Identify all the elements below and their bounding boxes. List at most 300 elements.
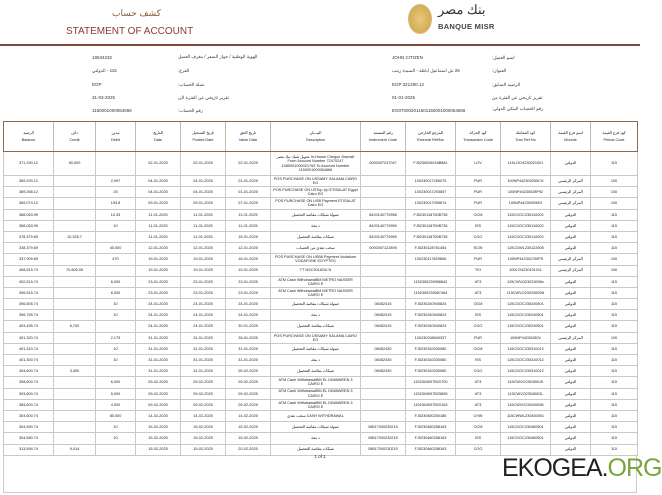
cell-debit: 10 xyxy=(96,422,136,433)
cell-credit xyxy=(54,377,96,388)
cell-external-ref: FJ5230310030080 xyxy=(406,343,456,354)
cell-debit: 25 xyxy=(96,187,136,198)
cell-module: الدولتي xyxy=(551,433,591,444)
cell-credit xyxy=(54,422,96,433)
cell-tran-ref: 115CGOC230310012 xyxy=(501,355,551,366)
column-header-period-code xyxy=(591,122,638,152)
cell-module: الدولتي xyxy=(551,243,591,254)
column-header-arabic: كود المعاملة xyxy=(515,130,536,135)
cell-transaction-code: CHW xyxy=(456,410,501,421)
cell-description: عمولة شيكات مقاصة التحصيل xyxy=(271,422,361,433)
cell-balance: 402,515.74 xyxy=(4,276,54,287)
cell-transaction-code: SCW xyxy=(456,243,501,254)
cell-date: 31-01-2025 xyxy=(136,343,181,354)
cell-description: ATM Cash WithdrawalBM EL DIWAWEEN 3 CAIRO E xyxy=(271,377,361,388)
cell-transaction-code: OCM xyxy=(456,209,501,220)
cell-posted-date: 31-01-2025 xyxy=(181,332,226,343)
cell-instrument-code xyxy=(361,377,406,388)
cell-period-code: 115 xyxy=(591,355,638,366)
cell-instrument-code xyxy=(361,287,406,298)
cell-tran-ref: 100NP44230028P92 xyxy=(501,187,551,198)
cell-balance: 408,515.74 xyxy=(4,265,54,276)
cell-transaction-code: AT3 xyxy=(456,276,501,287)
cell-external-ref: FJ5230450250185 xyxy=(406,410,456,421)
customer-name-label: اسم العميل: xyxy=(492,55,515,60)
cell-posted-date: 11-01-2025 xyxy=(181,231,226,242)
cell-description: ATM Cash WithdrawalBM EL DIWAWEEN 3 CAIRO E xyxy=(271,388,361,399)
cell-transaction-code: AT3 xyxy=(456,388,501,399)
table-row xyxy=(4,254,638,265)
cell-tran-ref: 115CGOC230240501 xyxy=(501,299,551,310)
table-row xyxy=(4,209,638,220)
cell-credit xyxy=(54,410,96,421)
cell-period-code: 100 xyxy=(591,332,638,343)
cell-period-code: 115 xyxy=(591,377,638,388)
cell-debit: 10 xyxy=(96,220,136,231)
cell-date: 24-01-2025 xyxy=(136,299,181,310)
cell-credit xyxy=(54,310,96,321)
cell-transaction-code: AT3 xyxy=(456,399,501,410)
cell-module: المركز الرئيسي xyxy=(551,254,591,265)
cell-external-ref: FJ5230118750B735 xyxy=(406,220,456,231)
cell-date: 31-01-2025 xyxy=(136,366,181,377)
cell-credit xyxy=(54,209,96,220)
cell-credit: 50,000 xyxy=(54,152,96,176)
account-number: 1150001000064666 xyxy=(92,108,132,113)
cell-value-date: 15-02-2025 xyxy=(226,433,271,444)
cell-transaction-code: PUR xyxy=(456,254,501,265)
column-header-arabic: تاريخ التسجيل xyxy=(192,130,214,135)
cell-date: 09-02-2025 xyxy=(136,377,181,388)
bank-name-arabic: بنك مصر xyxy=(438,2,486,17)
cell-tran-ref: 115CGOC230310012 xyxy=(501,343,551,354)
cell-tran-ref: 115CGOC230240501 xyxy=(501,321,551,332)
cell-posted-date: 11-01-2025 xyxy=(181,209,226,220)
table-body xyxy=(4,152,638,456)
cell-transaction-code: ISS xyxy=(456,433,501,444)
cell-balance: 368,053.99 xyxy=(4,220,54,231)
cell-balance: 396,515.74 xyxy=(4,287,54,298)
cell-balance: 384,600.74 xyxy=(4,399,54,410)
cell-period-code: 115 xyxy=(591,410,638,421)
cell-external-ref: 100230208840337 xyxy=(406,332,456,343)
cell-posted-date: 15-02-2025 xyxy=(181,422,226,433)
cell-description: ATM Cash WithdrawalBM METRO NASSER CAIRO E xyxy=(271,287,361,298)
cell-debit xyxy=(96,366,136,377)
cell-module: الدولتي xyxy=(551,287,591,298)
header-divider xyxy=(0,44,640,46)
column-header-english: Value Date xyxy=(238,137,258,142)
cell-credit xyxy=(54,433,96,444)
cell-module: الدولتي xyxy=(551,366,591,377)
cell-credit xyxy=(54,299,96,310)
cell-posted-date: 24-01-2025 xyxy=(181,299,226,310)
cell-debit: 10 xyxy=(96,343,136,354)
cell-balance: 313,594.74 xyxy=(4,444,54,455)
table-row xyxy=(4,377,638,388)
cell-value-date: 09-02-2025 xyxy=(226,399,271,410)
cell-instrument-code xyxy=(361,332,406,343)
cell-transaction-code: LOV xyxy=(456,152,501,176)
cell-balance: 369,268.12 xyxy=(4,187,54,198)
cell-date: 14-02-2025 xyxy=(136,410,181,421)
iban-label: رقم الحساب البنكي الدولي: xyxy=(492,106,544,111)
column-header-arabic: البيـــان xyxy=(309,130,322,135)
table-row xyxy=(4,343,638,354)
cell-instrument-code: 08452430 xyxy=(361,366,406,377)
cell-external-ref: FJ5230240940824 xyxy=(406,321,456,332)
cell-debit: 6,000 xyxy=(96,287,136,298)
cell-value-date: 01-01-2025 xyxy=(226,176,271,187)
cell-debit xyxy=(96,231,136,242)
cell-value-date: 09-02-2025 xyxy=(226,377,271,388)
column-header-date xyxy=(136,122,181,152)
cell-transaction-code: CGO xyxy=(456,366,501,377)
customer-id: 18634232 xyxy=(92,55,113,60)
cell-value-date: 16-01-2025 xyxy=(226,231,271,242)
cell-period-code: 115 xyxy=(591,444,638,455)
cell-date: 24-01-2025 xyxy=(136,321,181,332)
cell-posted-date: 23-01-2025 xyxy=(181,287,226,298)
cell-credit xyxy=(54,388,96,399)
cell-credit xyxy=(54,254,96,265)
column-header-english: Transaction Code xyxy=(463,137,493,142)
cell-value-date: 30-01-2025 xyxy=(226,321,271,332)
cell-description: TT NSC301ASU N xyxy=(271,265,361,276)
cell-posted-date: 24-01-2025 xyxy=(181,310,226,321)
cell-credit xyxy=(54,198,96,209)
cell-module: المركز الرئيسي xyxy=(551,198,591,209)
cell-external-ref: 1152304097B25805 xyxy=(406,388,456,399)
cell-credit xyxy=(54,343,96,354)
cell-credit: 3,300 xyxy=(54,366,96,377)
column-header-arabic: المرجع الخارجي xyxy=(417,130,444,135)
cell-value-date: 24-01-2025 xyxy=(226,299,271,310)
cell-instrument-code xyxy=(361,265,406,276)
cell-balance: 368,063.99 xyxy=(4,209,54,220)
watermark xyxy=(502,454,662,483)
cell-transaction-code: TIO xyxy=(456,265,501,276)
cell-instrument-code xyxy=(361,388,406,399)
table-row xyxy=(4,388,638,399)
cell-module: الدولتي xyxy=(551,410,591,421)
cell-value-date: 01-01-2025 xyxy=(226,187,271,198)
cell-description: عمولة شيكات مقاصة التحصيل xyxy=(271,343,361,354)
cell-date: 19-01-2025 xyxy=(136,254,181,265)
bank-logo xyxy=(408,0,508,42)
cell-instrument-code: 08517000230215 xyxy=(361,422,406,433)
cell-value-date: 16-01-2025 xyxy=(226,254,271,265)
cell-description: د مغة xyxy=(271,310,361,321)
column-header-external-ref xyxy=(406,122,456,152)
cell-module: المركز الرئيسي xyxy=(551,332,591,343)
cell-value-date: 14-02-2025 xyxy=(226,410,271,421)
cell-date: 31-01-2025 xyxy=(136,332,181,343)
cell-period-code: 115 xyxy=(591,388,638,399)
column-header-arabic: تاريخ الحق xyxy=(239,130,257,135)
previous-balance: EGP 321290.12 xyxy=(392,82,424,87)
cell-period-code: 115 xyxy=(591,366,638,377)
table-row xyxy=(4,310,638,321)
cell-credit xyxy=(54,332,96,343)
cell-module: الدولتي xyxy=(551,152,591,176)
cell-description: د مغة xyxy=(271,355,361,366)
cell-description: عمولة شيكات مقاصة التحصيل xyxy=(271,299,361,310)
cell-module: الدولتي xyxy=(551,444,591,455)
cell-posted-date: 11-01-2025 xyxy=(181,220,226,231)
cell-transaction-code: ISS xyxy=(456,310,501,321)
cell-tran-ref: 115CGOC230240501 xyxy=(501,310,551,321)
cell-period-code: 100 xyxy=(591,254,638,265)
table-row xyxy=(4,366,638,377)
cell-transaction-code: OCM xyxy=(456,343,501,354)
cell-posted-date: 19-01-2025 xyxy=(181,265,226,276)
cell-debit: 10 xyxy=(96,299,136,310)
cell-credit: 9,014 xyxy=(54,444,96,455)
column-header-arabic: التاريخ xyxy=(153,130,163,135)
cell-balance: 378,379.69 xyxy=(4,231,54,242)
cell-tran-ref: 115CGOC230110002 xyxy=(501,220,551,231)
cell-debit: 10 xyxy=(96,433,136,444)
cell-period-code: 115 xyxy=(591,287,638,298)
cell-external-ref: 100230017265075 xyxy=(406,176,456,187)
currency: EGP xyxy=(92,82,102,87)
cell-description: شيكات مقاصة التحصيل xyxy=(271,321,361,332)
cell-credit: 10,325.7 xyxy=(54,231,96,242)
cell-balance: 401,300.74 xyxy=(4,355,54,366)
cell-date: 09-01-2025 xyxy=(136,198,181,209)
column-header-posted-date xyxy=(181,122,226,152)
column-header-arabic: اسم فرع القيمة xyxy=(558,130,583,135)
column-header-english: Module xyxy=(564,137,577,142)
cell-value-date: 24-01-2025 xyxy=(226,310,271,321)
cell-module: الدولتي xyxy=(551,377,591,388)
cell-value-date: 20-02-2025 xyxy=(226,444,271,455)
cell-value-date: 11-01-2025 xyxy=(226,220,271,231)
cell-date: 04-01-2025 xyxy=(136,187,181,198)
cell-description: CASH WITHDRAWAL سحب نقدي xyxy=(271,410,361,421)
cell-value-date: 09-02-2025 xyxy=(226,388,271,399)
cell-tran-ref: 100NP44230280V xyxy=(501,332,551,343)
cell-instrument-code: 8420140770959 xyxy=(361,231,406,242)
cell-posted-date: 09-02-2025 xyxy=(181,377,226,388)
cell-credit: 70,606.05 xyxy=(54,265,96,276)
period-to-label: تقرير تاريخي عن الفترة الى xyxy=(178,95,230,100)
cell-tran-ref: 115CGWL230122505 xyxy=(501,243,551,254)
cell-date: 23-01-2025 xyxy=(136,276,181,287)
cell-value-date: 12-01-2025 xyxy=(226,243,271,254)
cell-debit: 2,997 xyxy=(96,176,136,187)
cell-period-code: 100 xyxy=(591,176,638,187)
cell-instrument-code: 08452430 xyxy=(361,343,406,354)
cell-date: 31-01-2025 xyxy=(136,355,181,366)
cell-credit: 6,700 xyxy=(54,321,96,332)
transactions-table xyxy=(3,121,637,456)
column-header-english: Description xyxy=(306,137,325,142)
cell-debit: 5,000 xyxy=(96,388,136,399)
cell-module: الدولتي xyxy=(551,388,591,399)
cell-debit xyxy=(96,321,136,332)
cell-date: 11-01-2025 xyxy=(136,231,181,242)
cell-tran-ref: 115CWVO23023009N xyxy=(501,287,551,298)
title-english: STATEMENT OF ACCOUNT xyxy=(66,26,194,37)
cell-transaction-code: ISS xyxy=(456,220,501,231)
watermark-suffix: ORG xyxy=(607,454,662,482)
table-row xyxy=(4,276,638,287)
cell-balance: 369,293.12 xyxy=(4,176,54,187)
cell-external-ref: FJ5230240940824 xyxy=(406,310,456,321)
cell-period-code: 115 xyxy=(591,343,638,354)
branch-label: الفرع: xyxy=(178,68,190,73)
cell-tran-ref: 115CWVO230400UK xyxy=(501,377,551,388)
column-header-value-date xyxy=(226,122,271,152)
cell-balance: 401,320.74 xyxy=(4,332,54,343)
cell-date: 12-01-2025 xyxy=(136,243,181,254)
cell-external-ref: FJ5230240940824 xyxy=(406,299,456,310)
cell-description: POS PURCHASE ON USTop Up ETISALAT Egypt Cairo EG xyxy=(271,187,361,198)
column-header-arabic: مدين xyxy=(111,130,120,135)
cell-posted-date: 09-01-2025 xyxy=(181,198,226,209)
table-row xyxy=(4,220,638,231)
cell-posted-date: 15-02-2025 xyxy=(181,433,226,444)
cell-period-code: 100 xyxy=(591,265,638,276)
cell-description: د مغة xyxy=(271,220,361,231)
table-row xyxy=(4,265,638,276)
cell-debit xyxy=(96,265,136,276)
cell-tran-ref: 100LCN230191011 xyxy=(501,265,551,276)
cell-value-date: 31-01-2025 xyxy=(226,343,271,354)
cell-external-ref xyxy=(406,265,456,276)
cell-module: الدولتي xyxy=(551,231,591,242)
cell-description: سحب نقدي من الحساب xyxy=(271,243,361,254)
cell-period-code: 115 xyxy=(591,220,638,231)
cell-period-code: 115 xyxy=(591,321,638,332)
cell-instrument-code xyxy=(361,254,406,265)
cell-tran-ref: 100NP442300250CH xyxy=(501,176,551,187)
cell-date: 04-01-2025 xyxy=(136,176,181,187)
cell-value-date: 23-01-2025 xyxy=(226,276,271,287)
cell-external-ref: FJ5230310030080 xyxy=(406,355,456,366)
cell-external-ref: FJ5230118750B735 xyxy=(406,231,456,242)
bank-name-english: BANQUE MISR xyxy=(438,22,495,31)
page-number: 1 of 1 xyxy=(314,454,326,459)
cell-module: الدولتي xyxy=(551,321,591,332)
cell-external-ref: 1152304097B20163 xyxy=(406,399,456,410)
cell-balance: 369,074.12 xyxy=(4,198,54,209)
cell-credit xyxy=(54,355,96,366)
cell-description: د مغة xyxy=(271,433,361,444)
cell-module: الدولتي xyxy=(551,209,591,220)
cell-description: شيكات مقاصة التحصيل xyxy=(271,366,361,377)
cell-external-ref: 1152300239087464 xyxy=(406,287,456,298)
cell-posted-date: 04-01-2025 xyxy=(181,176,226,187)
column-header-english: Credit xyxy=(69,137,80,142)
column-header-english: Date xyxy=(153,137,163,142)
iban: EG070002011501150001000064666 xyxy=(392,108,466,113)
table-row xyxy=(4,355,638,366)
cell-date: 15-02-2025 xyxy=(136,433,181,444)
cell-debit: 4,000 xyxy=(96,399,136,410)
column-header-module xyxy=(551,122,591,152)
cell-module: الدولتي xyxy=(551,343,591,354)
table-row xyxy=(4,231,638,242)
table-header-row xyxy=(4,122,638,152)
cell-debit: 80,000 xyxy=(96,410,136,421)
cell-period-code: 115 xyxy=(591,433,638,444)
cell-posted-date: 04-01-2025 xyxy=(181,187,226,198)
cell-posted-date: 09-02-2025 xyxy=(181,399,226,410)
table-row xyxy=(4,422,638,433)
cell-credit xyxy=(54,276,96,287)
cell-value-date: 28-01-2025 xyxy=(226,332,271,343)
cell-balance: 337,909.69 xyxy=(4,254,54,265)
cell-description: POS PURCHASE ON USB Payment ETISALAT Cairo EG xyxy=(271,198,361,209)
cell-tran-ref: 115CWVO23023006x xyxy=(501,276,551,287)
cell-credit xyxy=(54,243,96,254)
table-row xyxy=(4,399,638,410)
cell-balance: 371,290.12 xyxy=(4,152,54,176)
cell-period-code: 115 xyxy=(591,422,638,433)
cell-period-code: 115 xyxy=(591,299,638,310)
cell-instrument-code: 8420140770958 xyxy=(361,209,406,220)
table-row xyxy=(4,410,638,421)
cell-date: 19-01-2025 xyxy=(136,265,181,276)
cell-external-ref: 100230117829806 xyxy=(406,254,456,265)
logo-emblem-icon xyxy=(408,4,432,34)
table-row xyxy=(4,321,638,332)
cell-external-ref: 1152304097B20700 xyxy=(406,377,456,388)
column-header-arabic: كود فرع القيمة xyxy=(602,130,626,135)
cell-date: 02-01-2025 xyxy=(136,152,181,176)
column-header-description xyxy=(271,122,361,152)
cell-posted-date: 31-01-2025 xyxy=(181,343,226,354)
column-header-transaction-code xyxy=(456,122,501,152)
column-header-credit xyxy=(54,122,96,152)
cell-balance: 393,600.74 xyxy=(4,388,54,399)
cell-period-code: 100 xyxy=(591,198,638,209)
cell-debit: 2,175 xyxy=(96,332,136,343)
cell-description: شيكات مقاصة التحصيل xyxy=(271,231,361,242)
cell-posted-date: 15-02-2025 xyxy=(181,444,226,455)
cell-transaction-code: OCM xyxy=(456,299,501,310)
account-number-label: رقم الحساب: xyxy=(178,108,203,113)
cell-module: الدولتي xyxy=(551,310,591,321)
cell-posted-date: 14-02-2025 xyxy=(181,410,226,421)
cell-value-date: 19-01-2025 xyxy=(226,265,271,276)
table-row xyxy=(4,433,638,444)
cell-credit xyxy=(54,287,96,298)
cell-period-code: 115 xyxy=(591,231,638,242)
cell-balance: 403,495.74 xyxy=(4,321,54,332)
cell-module: المركز الرئيسي xyxy=(551,187,591,198)
cell-period-code: 100 xyxy=(591,187,638,198)
cell-external-ref: FJ5230460258163 xyxy=(406,433,456,444)
cell-debit: 10.33 xyxy=(96,209,136,220)
cell-instrument-code xyxy=(361,410,406,421)
cell-transaction-code: CGO xyxy=(456,321,501,332)
table-row xyxy=(4,198,638,209)
cell-balance: 404,600.74 xyxy=(4,366,54,377)
cell-period-code: 115 xyxy=(591,152,638,176)
cell-period-code: 115 xyxy=(591,209,638,220)
cell-description: POS PURCHASE ON USSAMY SALAMA CAIRO EG xyxy=(271,332,361,343)
cell-balance: 396,795.74 xyxy=(4,310,54,321)
cell-instrument-code: 08452415 xyxy=(361,299,406,310)
cell-tran-ref: 115CGOC230460501 xyxy=(501,422,551,433)
column-header-instrument-code xyxy=(361,122,406,152)
cell-instrument-code: 8420140770959 xyxy=(361,220,406,231)
cell-credit xyxy=(54,176,96,187)
